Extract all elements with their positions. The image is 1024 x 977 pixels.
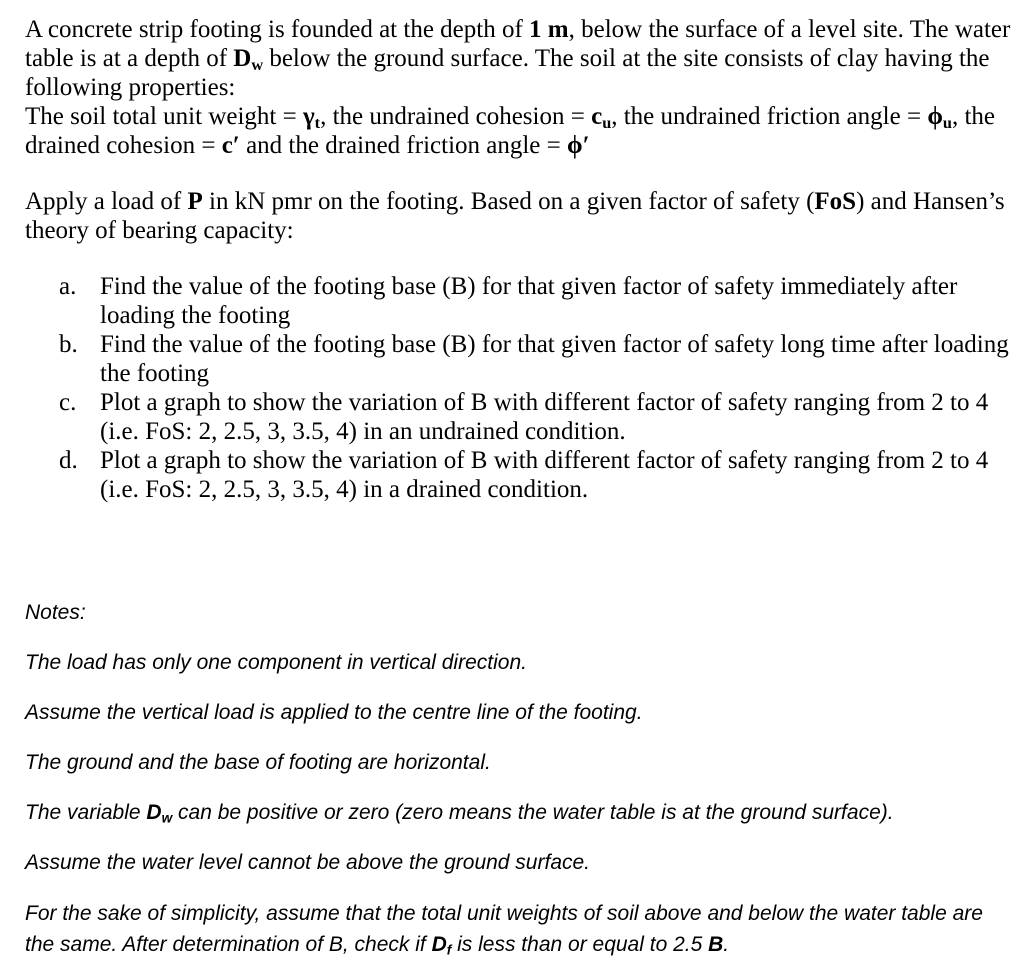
- task-marker: c.: [59, 389, 77, 416]
- load-text-segment: in kN pmr on the footing. Based on a given factor of safety (: [202, 188, 815, 215]
- note-line: [25, 798, 1015, 848]
- load-symbol: P: [187, 188, 203, 215]
- footing-depth: 1 m: [529, 16, 569, 43]
- note-line: Assume the water level cannot be above the ground surface.: [25, 851, 591, 874]
- note-segment: can be positive or zero (zero means the water table is at the ground surface).: [172, 801, 894, 824]
- property-text: The soil total unit weight =: [25, 103, 303, 130]
- notes-section: [25, 598, 1015, 960]
- task-list: [25, 272, 1015, 504]
- task-item: [25, 388, 1015, 446]
- intro-text: A concrete strip footing is founded at the depth of: [25, 16, 530, 43]
- note-segment: is less than or equal to 2.5: [451, 933, 709, 956]
- intro-text: below the ground surface. The soil at the site consists of clay having the following properties:: [25, 45, 990, 101]
- load-text-segment: ) and Hansen’s theory of bearing capacity:: [25, 188, 1005, 244]
- task-item: [25, 446, 1015, 504]
- gamma-symbol: $\gamma_t$: [302, 103, 321, 133]
- soil-properties: [25, 102, 1015, 160]
- fos-symbol: FoS: [814, 188, 857, 215]
- task-text: Find the value of the footing base (B) for that given factor of safety long time after loading the footing: [100, 331, 1009, 387]
- task-text: Plot a graph to show the variation of B with different factor of safety ranging from 2 to 4 (i.e. FoS: 2, 2.5, 3, 3.5, 4) in a drained condition.: [100, 447, 989, 503]
- note-line: Assume the vertical load is applied to the centre line of the footing.: [25, 701, 643, 724]
- note-line: [25, 898, 1015, 960]
- task-text: Plot a graph to show the variation of B with different factor of safety ranging from 2 to 4 (i.e. FoS: 2, 2.5, 3, 3.5, 4) in an undrained condition.: [100, 389, 989, 445]
- c-prime-symbol: c′: [221, 132, 240, 159]
- note-segment: .: [723, 933, 730, 956]
- task-marker: d.: [59, 447, 78, 474]
- phi-prime-symbol: ϕ′: [567, 132, 590, 159]
- df-symbol: $D_f$: [431, 933, 452, 958]
- intro-text: , below the surface of a level site. The water table is at a depth of: [25, 16, 1011, 72]
- load-text-segment: Apply a load of: [25, 188, 188, 215]
- task-marker: b.: [59, 331, 78, 358]
- dw-symbol: $D_w$: [146, 801, 173, 826]
- note-segment: For the sake of simplicity, assume that the total unit weights of soil above and below the water table are the same. After determination of B, check if: [25, 902, 983, 956]
- dw-symbol: $D_w$: [233, 45, 264, 75]
- task-text: Find the value of the footing base (B) for that given factor of safety immediately after loading the footing: [100, 273, 958, 329]
- task-item: [25, 272, 1015, 330]
- cu-symbol: $c_u$: [591, 103, 612, 133]
- site-description: [25, 15, 1015, 102]
- notes-heading: Notes:: [25, 601, 86, 624]
- phiu-symbol: $\phi_u$: [927, 103, 952, 133]
- b-symbol: B: [708, 933, 724, 956]
- intro-paragraph: [25, 15, 1015, 160]
- note-line: The load has only one component in vertical direction.: [25, 651, 527, 674]
- task-item: [25, 330, 1015, 388]
- load-text: [25, 187, 1015, 245]
- property-text: , the drained cohesion =: [25, 103, 996, 159]
- problem-statement: [25, 15, 1015, 504]
- note-line: The ground and the base of footing are horizontal.: [25, 751, 491, 774]
- property-text: , the undrained friction angle =: [611, 103, 928, 130]
- property-text: and the drained friction angle =: [239, 132, 568, 159]
- property-text: , the undrained cohesion =: [320, 103, 592, 130]
- load-paragraph: [25, 187, 1015, 245]
- task-marker: a.: [59, 273, 77, 300]
- note-segment: The variable: [25, 801, 147, 824]
